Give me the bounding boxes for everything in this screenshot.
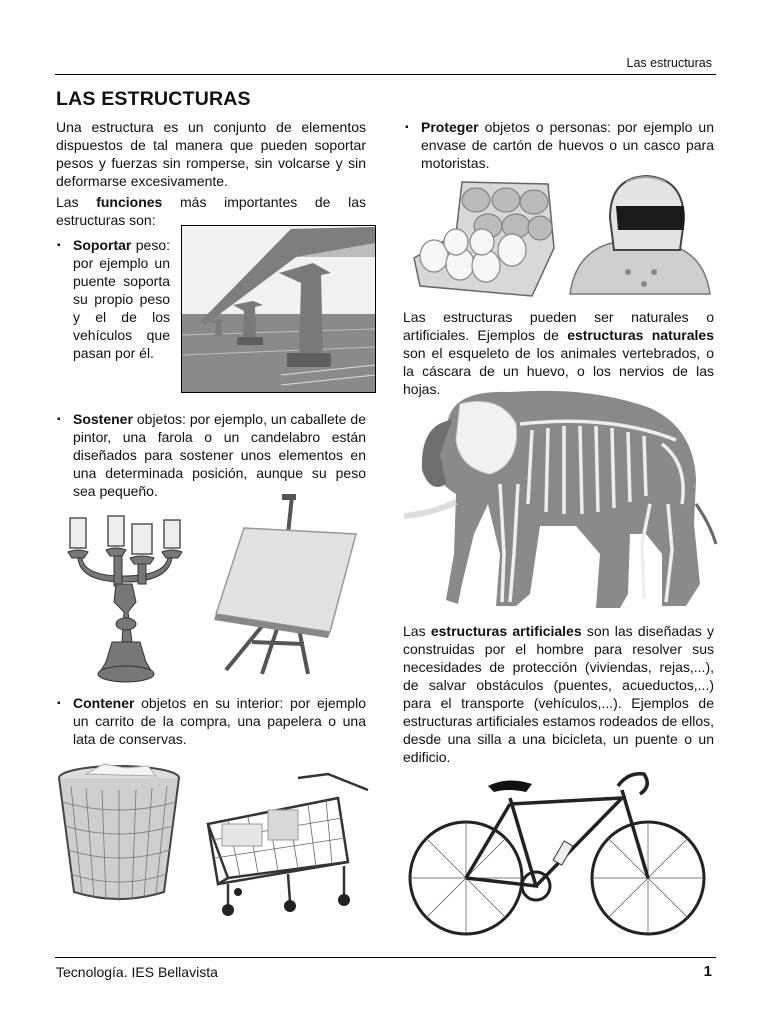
bullet-proteger-bold: Proteger [421,119,479,135]
functions-intro-post: más importantes de las estructuras son: [56,194,366,228]
intro-paragraph: Una estructura es un conjunto de elementos dispuestos de tal manera que pueden soportar pesos y fuerzas sin romperse, sin volcarse y sin deformarse excesivamente. [56,119,366,189]
artificial-paragraph [403,622,714,766]
running-header: Las estructuras [626,56,712,70]
bullet-soportar-text: peso: por ejemplo un puente soporta su propio peso y el de los vehículos que pasan por él. [73,237,170,361]
natural-post: son el esqueleto de los animales vertebrados, o la cáscara de un huevo, o los nervios de las hojas. [403,345,714,397]
functions-intro-pre: Las [56,194,97,210]
bullet-contener [73,694,366,748]
footer-rule [55,957,716,958]
bullet-soportar-bold: Soportar [73,237,132,253]
shopping-cart-icon [198,768,374,920]
bridge-icon [181,225,376,393]
bullet-marker: ▪ [57,698,61,709]
bullet-contener-bold: Contener [73,695,135,711]
bullet-sostener-bold: Sostener [73,411,133,427]
natural-pre: Las estructuras pueden ser naturales o artificiales. Ejemplos de [403,309,714,343]
elephant-skeleton-icon [400,384,722,612]
bullet-contener-text: objetos en su interior: por ejemplo un carrito de la compra, una papelera o una lata de conservas. [73,695,366,747]
natural-bold: estructuras naturales [567,327,714,343]
bullet-sostener-text: objetos: por ejemplo, un caballete de pintor, una farola o un candelabro están diseñados para sostener unos elementos en una determinada posición, aunque su peso sea pequeño. [73,411,366,499]
bullet-proteger-text: objetos o personas: por ejemplo un envase de cartón de huevos o un casco para motoristas. [421,119,714,171]
footer-source: Tecnología. IES Bellavista [56,964,218,980]
easel-icon [212,494,360,682]
bullet-sostener [73,410,366,500]
bullet-proteger [421,118,714,172]
header-rule [55,74,716,75]
bullet-soportar [73,236,170,362]
wastebasket-icon [56,762,182,906]
page-number: 1 [703,963,712,980]
egg-carton-icon [412,178,556,300]
bullet-marker: ▪ [57,240,61,251]
bullet-marker: ▪ [57,414,61,425]
page-title: LAS ESTRUCTURAS [56,88,251,110]
functions-intro [56,193,366,229]
artificial-bold: estructuras artificiales [430,623,582,639]
candelabra-icon [60,512,190,690]
bullet-marker: ▪ [405,122,409,133]
functions-intro-bold: funciones [96,194,163,210]
artificial-post: son las diseñadas y construidas por el hombre para resolver sus necesidades de protección (viviendas, rejas,...), de salvar obstáculos (puentes, acueductos,...) para el transporte (vehículos,...). Ejemplos de estructuras artificiales estamos rodeados de ellos, desde una silla a una bicicleta, un puente o un edificio. [403,623,715,765]
artificial-pre: Las [403,623,431,639]
helmet-icon [566,172,712,296]
bicycle-icon [408,764,714,944]
